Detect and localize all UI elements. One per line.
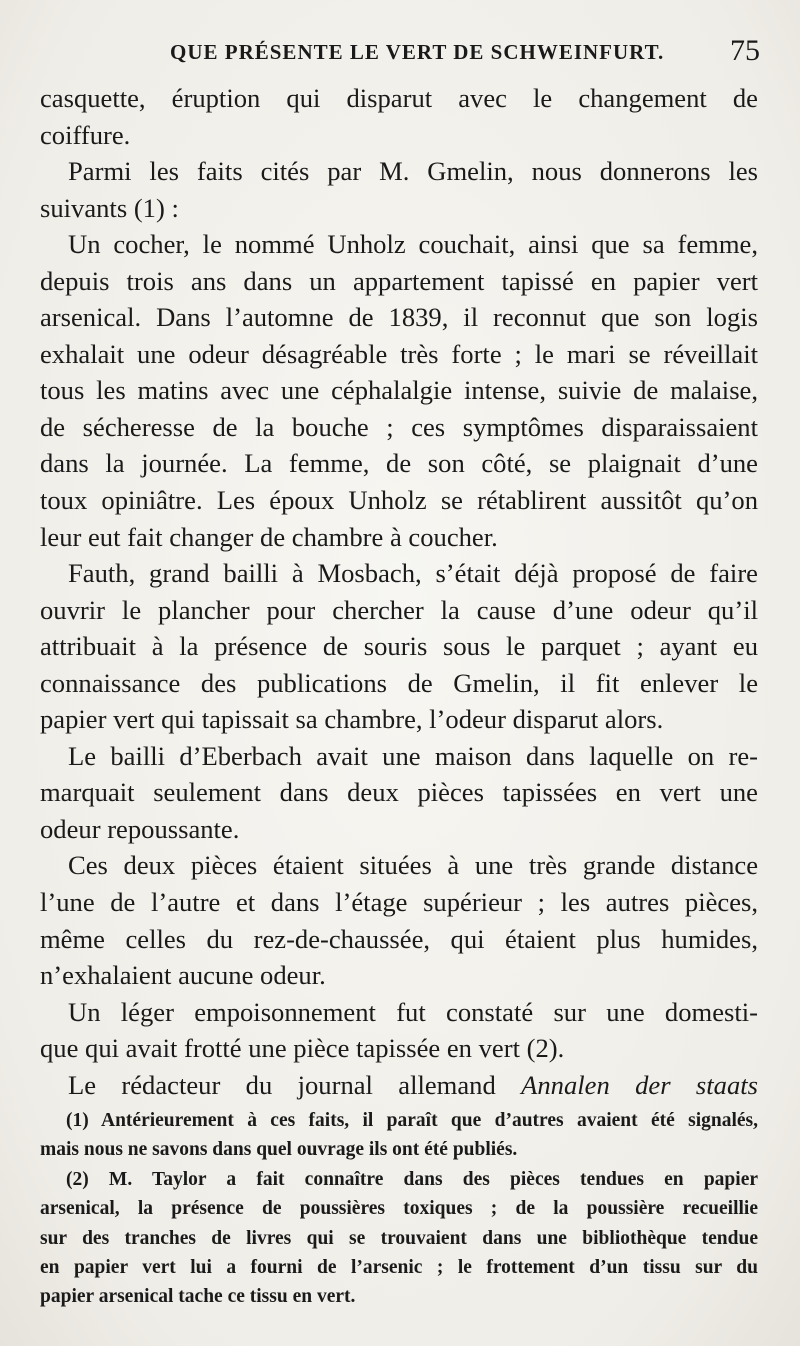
body-line <box>40 445 758 482</box>
body-line-text: arsenical. Dans l’automne de 1839, il reconnut que son logis <box>40 302 758 333</box>
body-line-text: dans la journée. La femme, de son côté, se plaignait d’une <box>40 448 758 479</box>
body-line-text: tous les matins avec une céphalalgie intense, suivie de malaise, <box>40 375 758 406</box>
body-line-text: odeur repoussante. <box>40 813 240 844</box>
body-line <box>40 80 758 117</box>
body-line-text: Fauth, grand bailli à Mosbach, s’était déjà proposé de faire <box>68 558 758 589</box>
body-line <box>40 482 758 519</box>
body-line <box>40 1067 758 1104</box>
running-title: QUE PRÉSENTE LE VERT DE SCHWEINFURT. <box>170 40 665 64</box>
body-line-text: ouvrir le plancher pour chercher la cause d’une odeur qu’il <box>40 594 758 625</box>
footnote-line <box>40 1282 758 1311</box>
footnote-line <box>40 1135 758 1164</box>
body-line <box>40 1030 758 1067</box>
footnote-line-text: mais nous ne savons dans quel ouvrage ils ont été publiés. <box>40 1139 518 1161</box>
page-number: 75 <box>730 34 760 67</box>
body-line <box>40 957 758 994</box>
body-line <box>40 738 758 775</box>
body-line <box>40 409 758 446</box>
body-line-text: attribuait à la présence de souris sous le parquet ; ayant eu <box>40 631 758 662</box>
body-text <box>40 80 758 1103</box>
running-head <box>40 34 760 74</box>
body-line-text: coiffure. <box>40 119 131 150</box>
body-line <box>40 190 758 227</box>
footnote-line <box>40 1194 758 1223</box>
body-line <box>40 592 758 629</box>
body-line <box>40 299 758 336</box>
body-line <box>40 774 758 811</box>
body-line-text: Un léger empoisonnement fut constaté sur une domesti- <box>68 996 758 1027</box>
body-line-text: Le bailli d’Eberbach avait une maison dans laquelle on re- <box>68 740 758 771</box>
footnote-line <box>40 1253 758 1282</box>
footnote-line-text: (2) M. Taylor a fait connaître dans des pièces tendues en papier <box>66 1168 758 1190</box>
footnote-line <box>40 1224 758 1253</box>
body-line-text: Un cocher, le nommé Unholz couchait, ainsi que sa femme, <box>68 229 758 260</box>
body-line-text: suivants (1) : <box>40 192 179 223</box>
body-line <box>40 921 758 958</box>
body-line <box>40 847 758 884</box>
body-line <box>40 811 758 848</box>
body-line-text: connaissance des publications de Gmelin, il fit enlever le <box>40 667 758 698</box>
body-line-text: toux opiniâtre. Les époux Unholz se rétablirent aussitôt qu’on <box>40 485 758 516</box>
footnote-line-text: arsenical, la présence de poussières toxiques ; de la poussière recueillie <box>40 1198 758 1220</box>
body-line-text: leur eut fait changer de chambre à coucher. <box>40 521 498 552</box>
body-line-text: depuis trois ans dans un appartement tapissé en papier vert <box>40 265 758 296</box>
body-line <box>40 628 758 665</box>
body-line-text: casquette, éruption qui disparut avec le changement de <box>40 83 758 113</box>
body-line-text: l’une de l’autre et dans l’étage supérieur ; les autres pièces, <box>40 887 758 918</box>
footnote-line-text: (1) Antérieurement à ces faits, il paraît que d’autres avaient été signalés, <box>66 1110 758 1131</box>
footnote-line-text: papier arsenical tache ce tissu en vert. <box>40 1286 356 1308</box>
body-line-text: n’exhalaient aucune odeur. <box>40 960 326 991</box>
body-line <box>40 555 758 592</box>
body-line <box>40 994 758 1031</box>
body-line <box>40 153 758 190</box>
body-line <box>40 701 758 738</box>
body-line-text: marquait seulement dans deux pièces tapissées en vert une <box>40 777 758 808</box>
footnote-line-text: sur des tranches de livres qui se trouvaient dans une bibliothèque tendue <box>40 1227 758 1249</box>
body-line <box>40 665 758 702</box>
body-line-text: exhalait une odeur désagréable très forte ; le mari se réveillait <box>40 338 758 369</box>
footnote-line <box>40 1106 758 1135</box>
body-italic-title: Annalen der staats <box>521 1069 758 1100</box>
footnote-line <box>40 1165 758 1194</box>
body-line <box>40 372 758 409</box>
body-line-text: même celles du rez-de-chaussée, qui étaient plus humides, <box>40 923 758 954</box>
body-line <box>40 336 758 373</box>
body-line <box>40 884 758 921</box>
body-line-text: Le rédacteur du journal allemand <box>68 1069 496 1100</box>
body-line-text: Ces deux pièces étaient situées à une très grande distance <box>68 850 758 881</box>
body-line <box>40 519 758 556</box>
body-line <box>40 117 758 154</box>
body-line <box>40 263 758 300</box>
body-line <box>40 226 758 263</box>
body-line-text: de sécheresse de la bouche ; ces symptômes disparaissaient <box>40 411 758 442</box>
body-line-text: papier vert qui tapissait sa chambre, l’odeur disparut alors. <box>40 704 664 735</box>
footnotes <box>40 1106 758 1312</box>
footnote-line-text: en papier vert lui a fourni de l’arsenic ; le frottement d’un tissu sur du <box>40 1257 758 1279</box>
body-line-text: que qui avait frotté une pièce tapissée en vert (2). <box>40 1033 565 1064</box>
body-line-text: Parmi les faits cités par M. Gmelin, nous donnerons les <box>68 156 758 187</box>
